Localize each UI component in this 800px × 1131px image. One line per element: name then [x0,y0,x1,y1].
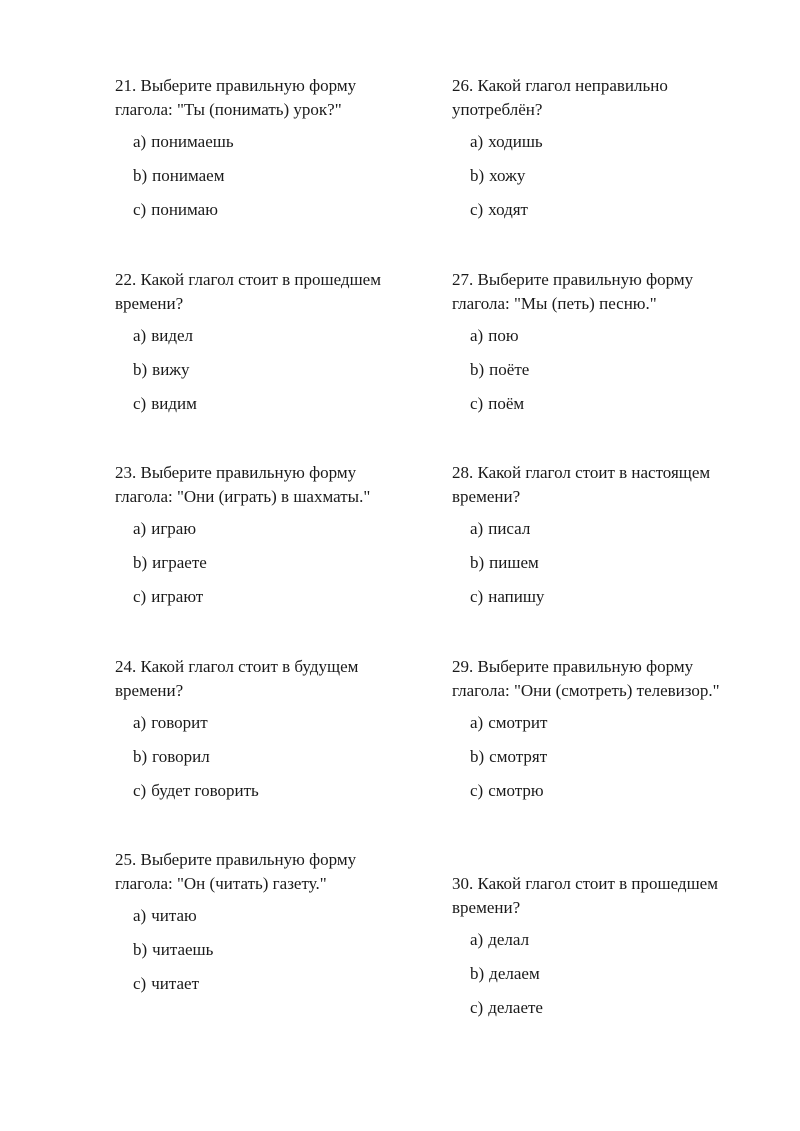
option-text: будет говорить [151,781,259,800]
option-letter: c) [470,587,484,606]
option-c [115,584,415,618]
option-letter: a) [470,326,484,345]
option-letter: b) [133,166,148,185]
question-text: 24. Какой глагол стоит в будущем времени? [115,657,359,700]
question-24 [115,655,415,812]
option-text: писал [488,519,531,538]
question-22 [115,268,415,425]
option-letter: c) [133,200,147,219]
option-c [452,584,752,618]
option-b [115,744,415,778]
option-text: поёте [489,360,530,379]
option-letter: a) [133,519,147,538]
question-text: 25. Выберите правильную форму глагола: "Он (читать) газету." [115,850,357,893]
option-letter: b) [133,553,148,572]
option-text: делал [488,930,530,949]
option-b [115,550,415,584]
option-a [452,927,752,961]
option-letter: a) [133,132,147,151]
option-b [452,357,752,391]
option-text: делаете [488,998,543,1017]
option-b [115,163,415,197]
option-letter: a) [133,326,147,345]
option-letter: b) [470,747,485,766]
option-text: напишу [488,587,545,606]
option-text: ходят [488,200,528,219]
option-text: понимаем [152,166,225,185]
option-a [452,516,752,550]
option-a [452,323,752,357]
option-text: поём [488,394,525,413]
option-text: читает [151,974,200,993]
option-text: играю [151,519,197,538]
question-text: 22. Какой глагол стоит в прошедшем времени? [115,270,381,313]
option-a [115,710,415,744]
option-letter: c) [470,781,484,800]
option-c [115,197,415,231]
option-letter: a) [133,713,147,732]
option-letter: c) [133,974,147,993]
option-text: понимаешь [151,132,234,151]
option-letter: b) [133,747,148,766]
option-a [115,323,415,357]
option-a [115,516,415,550]
option-a [115,129,415,163]
option-letter: a) [470,519,484,538]
option-a [452,710,752,744]
answer-options [115,323,415,425]
question-text: 27. Выберите правильную форму глагола: "Мы (петь) песню." [452,270,694,313]
option-b [452,961,752,995]
option-text: вижу [152,360,190,379]
option-c [115,391,415,425]
question-21 [115,74,415,231]
option-letter: a) [470,132,484,151]
option-letter: c) [470,998,484,1017]
option-text: видел [151,326,194,345]
option-letter: b) [470,964,485,983]
option-text: читаешь [152,940,214,959]
option-c [115,778,415,812]
question-25 [115,848,415,1005]
question-text: 21. Выберите правильную форму глагола: "Ты (понимать) урок?" [115,76,357,119]
answer-options [115,129,415,231]
option-c [452,778,752,812]
question-text: 28. Какой глагол стоит в настоящем времени? [452,463,711,506]
question-23 [115,461,415,618]
answer-options [452,927,752,1029]
question-30 [452,872,752,1029]
option-text: хожу [489,166,526,185]
answer-options [115,710,415,812]
option-text: говорил [152,747,210,766]
option-text: говорит [151,713,208,732]
question-26 [452,74,752,231]
question-text: 29. Выберите правильную форму глагола: "Они (смотреть) телевизор." [452,657,720,700]
option-letter: a) [133,906,147,925]
option-text: ходишь [488,132,543,151]
option-text: делаем [489,964,540,983]
option-b [452,550,752,584]
option-c [452,197,752,231]
option-letter: a) [470,713,484,732]
option-text: смотрят [489,747,548,766]
option-c [452,391,752,425]
option-text: играют [151,587,204,606]
answer-options [452,323,752,425]
option-text: читаю [151,906,197,925]
answer-options [452,710,752,812]
question-27 [452,268,752,425]
answer-options [452,129,752,231]
option-text: пою [488,326,519,345]
option-b [452,744,752,778]
option-text: играете [152,553,207,572]
option-letter: b) [470,553,485,572]
answer-options [115,516,415,618]
option-c [452,995,752,1029]
option-letter: c) [470,200,484,219]
option-b [452,163,752,197]
option-letter: c) [133,587,147,606]
option-letter: c) [133,394,147,413]
option-a [452,129,752,163]
option-text: видим [151,394,197,413]
option-b [115,357,415,391]
option-letter: a) [470,930,484,949]
option-text: пишем [489,553,539,572]
option-b [115,937,415,971]
option-letter: c) [470,394,484,413]
option-text: смотрю [488,781,544,800]
question-28 [452,461,752,618]
question-text: 23. Выберите правильную форму глагола: "Они (играть) в шахматы." [115,463,371,506]
option-letter: c) [133,781,147,800]
answer-options [115,903,415,1005]
option-letter: b) [470,166,485,185]
answer-options [452,516,752,618]
option-text: понимаю [151,200,218,219]
option-letter: b) [470,360,485,379]
question-text: 30. Какой глагол стоит в прошедшем времени? [452,874,718,917]
option-letter: b) [133,360,148,379]
option-c [115,971,415,1005]
question-text: 26. Какой глагол неправильно употреблён? [452,76,668,119]
option-a [115,903,415,937]
option-text: смотрит [488,713,548,732]
option-letter: b) [133,940,148,959]
question-29 [452,655,752,812]
